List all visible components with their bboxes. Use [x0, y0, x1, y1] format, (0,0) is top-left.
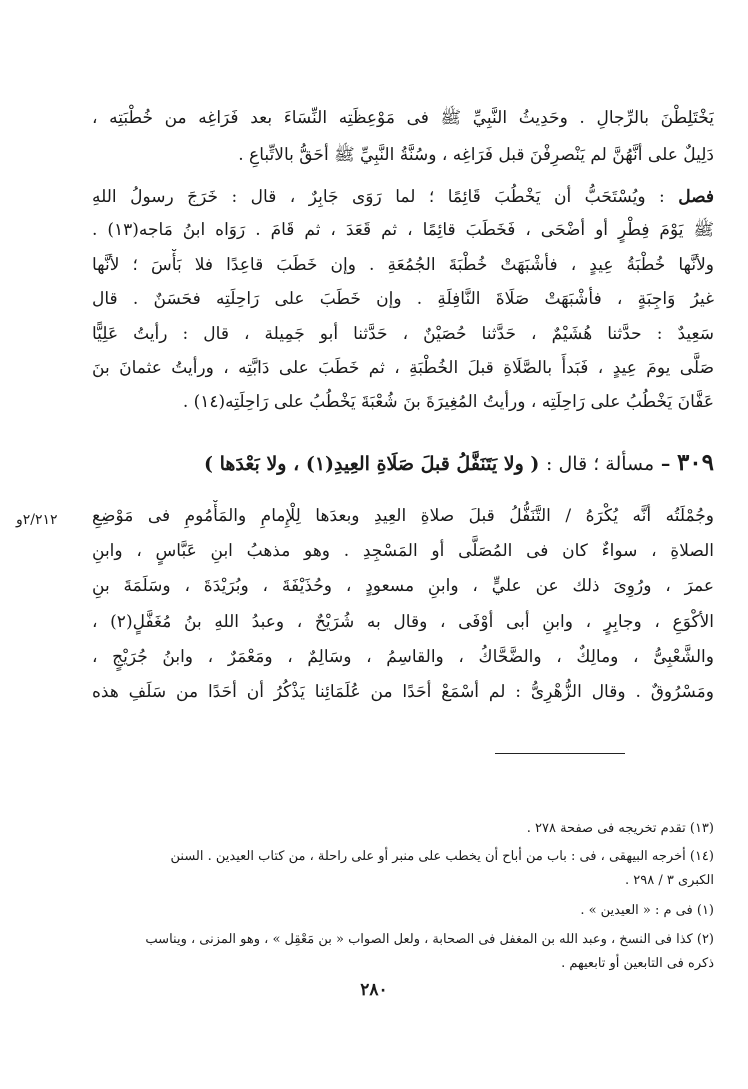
section-line: والشَّعْبِىُّ ، ومالِكٌ ، والضَّحَّاكُ ، والقاسِمُ ، وسَالِمٌ ، ومَعْمَرٌ ، وابنُ جُرَيْجٍ ، [92, 647, 714, 667]
section-line: الصلاةِ ، سواءٌ كان فى المُصَلَّى أو المَسْجِدِ . وهو مذهبُ ابنِ عَبَّاسٍ ، وابنِ [92, 541, 714, 561]
section-line: الأكْوَعِ ، وجابِرٍ ، وابنِ أبى أوْفَى ، وقال به شُرَيْحٌ ، وعبدُ اللهِ بنُ مُغَفَّلٍ(٢) ، [92, 612, 714, 632]
section-line: وجُمْلَتُه أنَّه يُكْرَهُ / التَّنَفُّلُ قبلَ صلاةِ العِيدِ وبعدَها لِلْإِمامِ والمَأْمُومِ فى مَوْضِعِ [92, 506, 714, 526]
fasl-line: غيرُ وَاجِبَةٍ ، فأشْبَهَتْ صَلَاةَ النَّافِلَةِ . وإن خَطَبَ على رَاحِلَتِه فحَسَنٌ . قال [92, 289, 714, 309]
fasl-line: عَفَّانَ يَخْطُبُ على رَاحِلَتِه ، ورأيتُ المُغِيرَةَ بنَ شُعْبَةَ يَخْطُبُ على رَاحِلَتِه(١٤) . [182, 392, 714, 412]
fasl-line: صَلَّى يومَ عِيدٍ ، فَبَدأَ بالصَّلَاةِ قبلَ الخُطْبَةِ ، ثم خَطَبَ على دَابَّتِه ، ورأيتُ عثمانَ بنَ [92, 358, 714, 378]
section-number: ٣٠٩ [676, 449, 714, 476]
footnote: (١٤) أخرجه البيهقى ، فى : باب من أباح أن يخطب على منبر أو على راحلة ، من كتاب العيدين . السنن [170, 849, 714, 864]
section-line: عمرَ ، ورُوِىَ ذلك عن عليٍّ ، وابنِ مسعودٍ ، وحُذَيْفَةَ ، وبُرَيْدَةَ ، وسَلَمَةَ بنِ [92, 576, 714, 596]
fasl-line: ولأنَّها خُطْبَةُ عِيدٍ ، فأشْبَهَتْ خُطْبَةَ الجُمُعَةِ . وإن خَطَبَ قاعِدًا فلا بَأْسَ ؛ لأنَّها [92, 255, 714, 275]
fasl-line-text: : ويُسْتَحَبُّ أن يَخْطُبَ قَائِمًا ؛ لما رَوَى جَابِرٌ ، قال : خَرَجَ رسولُ اللهِ [92, 187, 665, 207]
fasl-line: ﷺ يَوْمَ فِطْرٍ أو أضْحَى ، فَخَطَبَ قائِمًا ، ثم قَعَدَ ، ثم قَامَ . رَوَاه ابنُ مَاجه(١٣) . [92, 220, 714, 240]
margin-note: ٢/٢١٢و [16, 512, 58, 528]
fasl-label: فصل [678, 187, 714, 207]
fasl-line: سَعِيدٌ : حدَّثنا هُشَيْمٌ ، حَدَّثنا حُصَيْنٌ ، حَدَّثنا أبو جَمِيلة ، قال : رأيتُ عَلِيًّا [92, 324, 714, 344]
section-dash: – [660, 453, 671, 475]
footnote: (١٣) تقدم تخريجه فى صفحة ٢٧٨ . [526, 821, 714, 836]
masala-label: مسألة ؛ قال : [546, 453, 655, 475]
section-line: ومَسْرُوقٌ . وقال الزُّهْرِىُّ : لم أسْمَعْ أحَدًا من عُلَمَائِنا يَذْكُرُ أن أحَدًا من سَلَفِ هذه [92, 682, 714, 702]
body-line: دَلِيلٌ على أنَّهُنَّ لم يَنْصرِفْنَ قبل فَرَاغِه ، وسُنَّةُ النَّبِيِّ ﷺ أحَقُّ بالاتِّباعِ . [238, 145, 714, 165]
footnote: (١) فى م : « العيدين » . [580, 903, 714, 918]
footnote: ذكره فى التابعين أو تابعيهم . [561, 956, 714, 971]
page-number: ٢٨٠ [360, 980, 388, 1000]
footnote-rule [495, 753, 625, 754]
body-line: يَخْتَلِطْنَ بالرِّجالِ . وحَدِيثُ النَّبِيِّ ﷺ فى مَوْعِظَتِه النِّسَاءَ بعد فَرَاغِه من خُطْبَتِه ، [92, 108, 714, 128]
section-quote: ( ولا يَتَنَفَّلُ قبلَ صَلَاةِ العِيدِ(١) ، ولا بَعْدَها ) [203, 453, 540, 475]
section-heading [92, 446, 714, 481]
footnote: (٢) كذا فى النسخ ، وعبد الله بن المغفل فى الصحابة ، ولعل الصواب « بن مَعْقِل » ، وهو المزنى ، ويناسب [145, 932, 714, 947]
fasl-line [92, 181, 714, 213]
footnote: الكبرى ٣ / ٢٩٨ . [624, 873, 714, 888]
